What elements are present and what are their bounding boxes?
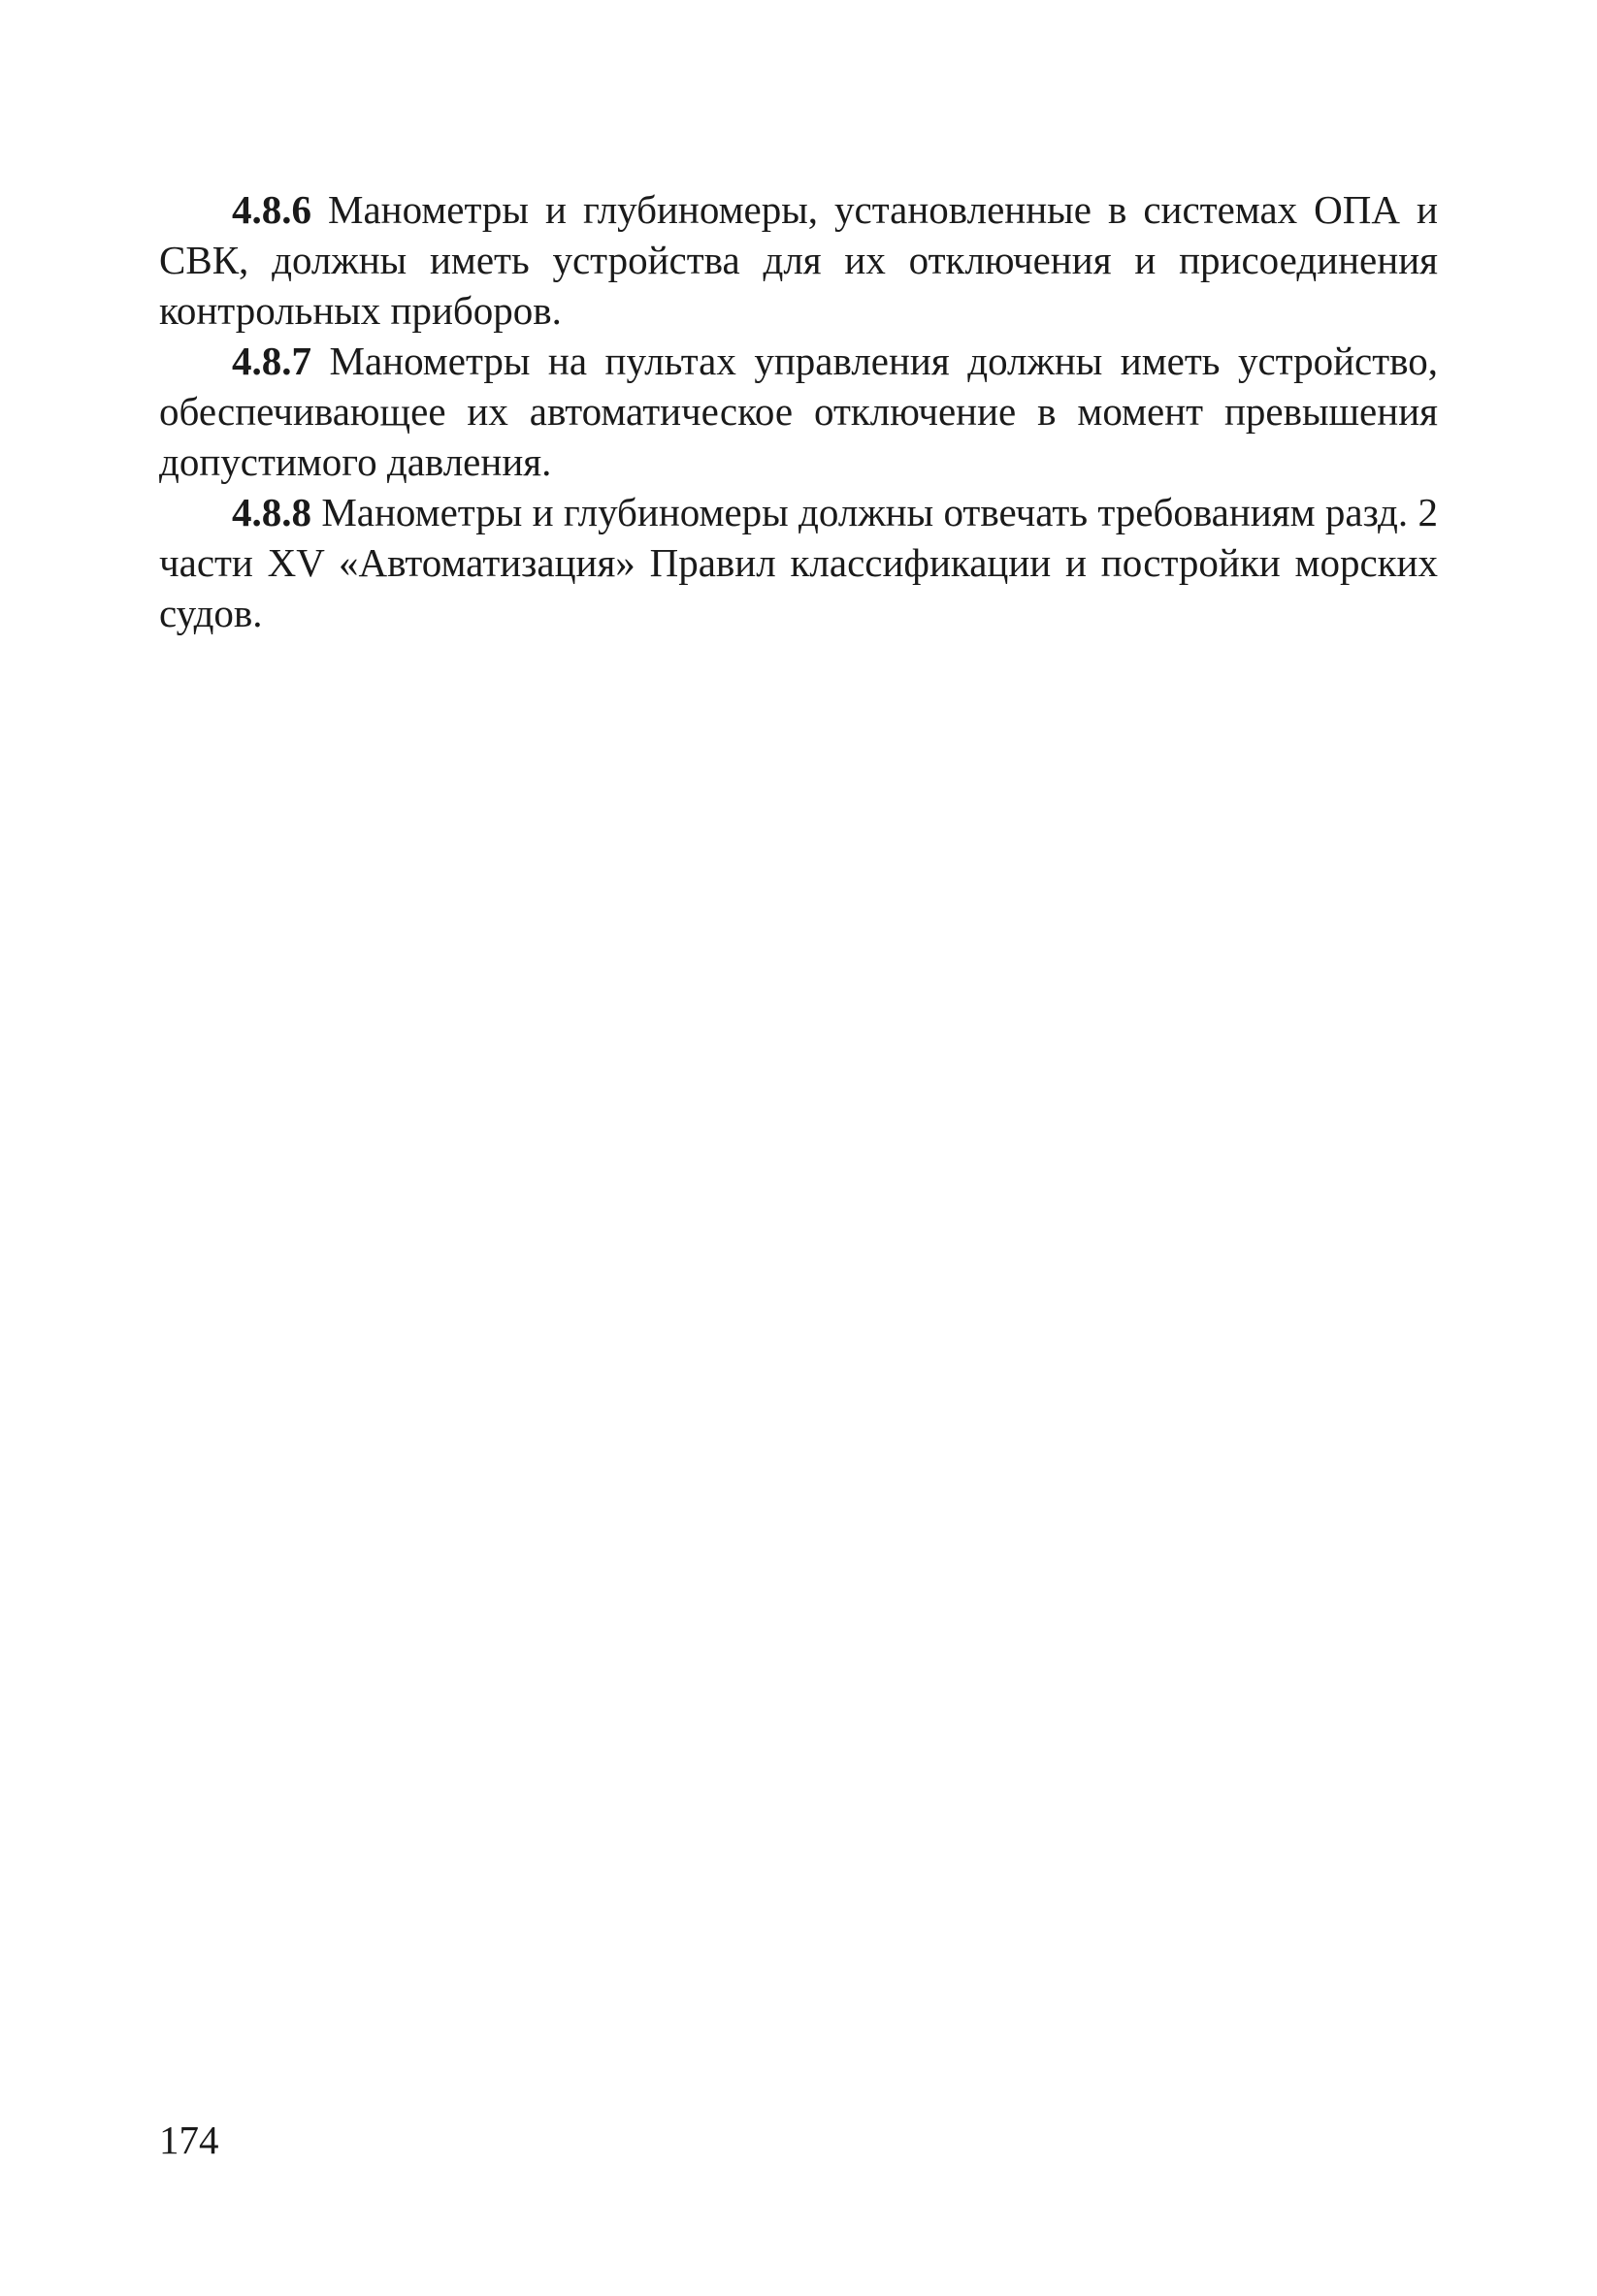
paragraph-4-8-6	[159, 184, 1438, 336]
paragraph-number: 4.8.8	[232, 490, 311, 534]
paragraph-number: 4.8.7	[232, 339, 311, 383]
page-number: 174	[159, 2118, 219, 2162]
paragraph-text: Манометры и глубиномеры должны отвечать требованиям разд. 2 части XV «Автоматизация» Правил классификации и постройки морских судов.	[159, 490, 1438, 635]
document-body	[159, 184, 1438, 638]
paragraph-text: Манометры на пультах управления должны иметь устройство, обеспечивающее их автоматическое отключение в момент превышения допустимого давления.	[159, 339, 1438, 484]
paragraph-text: Манометры и глубиномеры, установленные в системах ОПА и СВК, должны иметь устройства для их отключения и присоединения контрольных приборов.	[159, 187, 1438, 333]
paragraph-4-8-7	[159, 336, 1438, 487]
paragraph-number: 4.8.6	[232, 187, 311, 232]
paragraph-4-8-8	[159, 487, 1438, 638]
